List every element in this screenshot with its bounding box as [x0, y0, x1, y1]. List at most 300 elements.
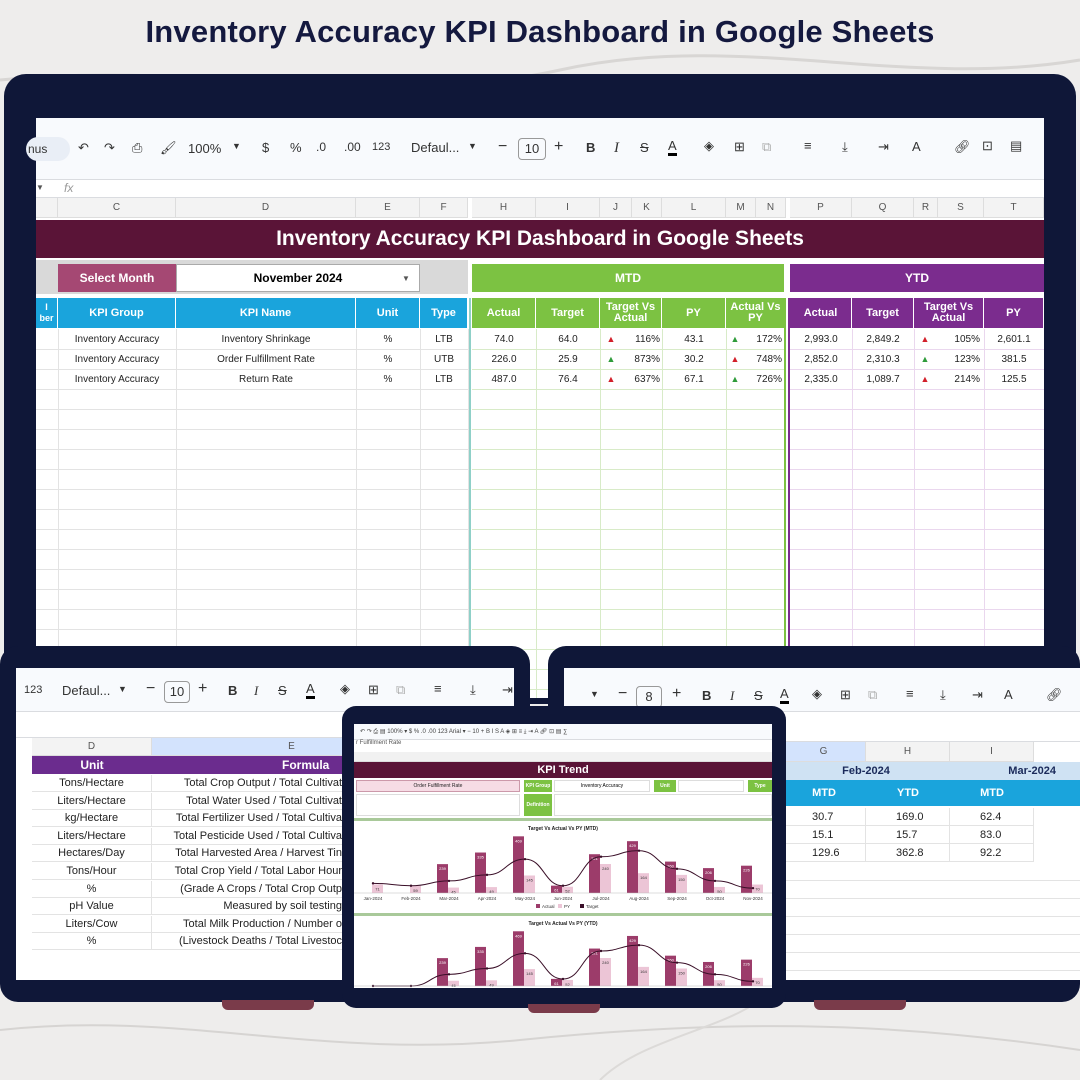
col-header-J[interactable]: J	[600, 198, 632, 218]
row-mtd-target: 76.4	[558, 373, 578, 385]
row-kpi-name: Return Rate	[239, 373, 293, 385]
target-point	[486, 874, 488, 876]
x-tick-label: Feb-2024	[401, 896, 421, 901]
gridline	[790, 609, 1044, 610]
header-stub: I ber	[36, 298, 58, 328]
py-label: 150	[678, 876, 685, 882]
zoom-select[interactable]: 100%	[188, 141, 222, 156]
mtd-banner: MTD	[472, 264, 784, 292]
rt-link-icon[interactable]: 🔗︎	[1046, 687, 1063, 702]
lt-unit-cell: Tons/Hectare	[32, 775, 152, 792]
row-ytd-py: 2,601.1	[997, 333, 1031, 345]
rt-value-cell: 62.4	[950, 808, 1034, 826]
merge-cells-icon[interactable]: ⧉	[762, 139, 772, 154]
header-mtd-target: Target	[536, 298, 600, 328]
gridline	[790, 529, 1044, 530]
row-unit: %	[383, 373, 393, 385]
row-mtd-actual: 74.0	[494, 333, 514, 345]
gridline	[472, 489, 784, 490]
font-chevron-icon[interactable]: ▼	[468, 141, 477, 151]
lt-col-e[interactable]: E	[152, 738, 432, 756]
row-kpi-name: Order Fulfillment Rate	[217, 353, 315, 365]
gridline	[790, 589, 1044, 590]
gridline	[36, 509, 468, 510]
actual-label: 226	[743, 867, 750, 873]
x-tick-label: Jan-2024	[363, 896, 383, 901]
print-icon[interactable]: ⎙	[132, 140, 143, 155]
page-headline: Inventory Accuracy KPI Dashboard in Google Sheets	[145, 14, 935, 49]
rt-borders-icon[interactable]: ⊞	[840, 687, 851, 702]
rt-col-h[interactable]: H	[866, 742, 950, 762]
lt-font-select[interactable]: Defaul...	[62, 683, 111, 698]
formula-bar[interactable]	[36, 180, 1044, 198]
unit-value	[678, 780, 744, 792]
py-label: 59	[413, 887, 418, 893]
ct-toolbar: ↶ ↷ ⎙ ▤ 100% ▾ $ % .0 .00 123 Arial ▾ − 10 + B I S A ◈ ⊞ ≡ ⤓ ⇥ A 🔗︎ ⊡ ▤ ∑	[354, 724, 772, 740]
x-tick-label: Sep-2024	[667, 896, 687, 901]
decrease-decimal-button[interactable]: .0	[316, 140, 327, 154]
gridline	[790, 469, 1044, 470]
py-label: 164	[640, 875, 647, 881]
row-ytd-tva: 105%	[954, 333, 980, 345]
lt-formula-cell: Total Pesticide Used / Total Cultiva	[152, 828, 342, 845]
py-label: 49	[489, 982, 494, 988]
legend-label: PY	[564, 904, 571, 909]
gridline	[472, 389, 784, 390]
py-label: 70	[755, 979, 760, 985]
center-tablet-screen	[354, 724, 772, 988]
currency-button[interactable]: $	[262, 140, 270, 155]
row-ytd-target: 2,849.2	[866, 333, 900, 345]
actual-bar	[627, 841, 638, 893]
arrow-down-icon: ▲	[606, 334, 616, 344]
target-point	[486, 967, 488, 969]
col-header-P[interactable]: P	[790, 198, 852, 218]
py-label: 240	[602, 866, 609, 871]
rt-plus-icon[interactable]: +	[672, 685, 682, 702]
gridline	[790, 569, 1044, 570]
font-select[interactable]: Defaul...	[411, 140, 460, 155]
lt-strike-icon[interactable]: S	[278, 683, 287, 698]
row-kpi-group: Inventory Accuracy	[74, 373, 160, 385]
target-point	[600, 950, 602, 952]
gridline	[790, 409, 1044, 410]
gridline	[36, 389, 468, 390]
target-point	[714, 880, 716, 882]
font-size-decrease-icon[interactable]: −	[498, 138, 508, 155]
rt-wrap-icon[interactable]: ⇥	[972, 687, 983, 702]
valign-icon[interactable]: ⤓	[842, 139, 848, 154]
ytd-trend-chart	[354, 916, 772, 988]
type-label: Type	[748, 780, 772, 792]
lt-merge-icon[interactable]: ⧉	[396, 682, 406, 697]
percent-button[interactable]: %	[290, 140, 302, 155]
gridline	[790, 629, 1044, 630]
header-ytd-py: PY	[984, 298, 1044, 328]
gridline	[36, 349, 468, 350]
rt-gridline	[782, 916, 1080, 917]
header-kpi-group: KPI Group	[58, 298, 176, 328]
py-label: 45	[451, 889, 456, 895]
gridline	[36, 429, 468, 430]
gridline	[790, 349, 1044, 350]
row-kpi-group: Inventory Accuracy	[74, 333, 160, 345]
gridline	[790, 509, 1044, 510]
x-tick-label: Mar-2024	[439, 896, 459, 901]
rt-chevron-icon[interactable]: ▼	[590, 689, 599, 699]
x-tick-label: Aug-2024	[629, 896, 649, 901]
legend-label: Actual	[542, 904, 555, 909]
mtd-border-right	[784, 298, 786, 698]
header-kpi-name: KPI Name	[176, 298, 356, 328]
row-mtd-tva: 116%	[635, 333, 660, 345]
row-mtd-py: 30.2	[684, 353, 704, 365]
rt-fill-icon[interactable]: ◈	[812, 686, 822, 701]
rt-value-cell: 129.6	[782, 844, 866, 862]
target-point	[410, 885, 412, 887]
actual-label: 239	[439, 960, 446, 966]
lt-borders-icon[interactable]: ⊞	[368, 682, 379, 697]
lt-valign-icon[interactable]: ⤓	[470, 682, 476, 697]
gridline-v	[600, 329, 601, 698]
gridline	[472, 369, 784, 370]
rt-valign-icon[interactable]: ⤓	[940, 687, 946, 702]
col-header-F[interactable]: F	[420, 198, 468, 218]
left-tablet-base	[222, 1000, 314, 1010]
target-point	[676, 868, 678, 870]
row-ytd-tva: 214%	[954, 373, 980, 385]
rt-size-input[interactable]: 8	[636, 686, 662, 708]
gridline	[36, 629, 468, 630]
legend-swatch	[558, 904, 562, 908]
col-header-D[interactable]: D	[176, 198, 356, 218]
actual-label: 469	[515, 933, 522, 939]
borders-icon[interactable]: ⊞	[734, 139, 745, 154]
gridline	[472, 569, 784, 570]
lt-formula-cell: (Livestock Deaths / Total Livestoc	[152, 933, 342, 950]
actual-label: 239	[439, 866, 446, 872]
lt-formula-cell: Total Fertilizer Used / Total Cultiva	[152, 810, 342, 827]
arrow-down-icon: ▲	[920, 334, 930, 344]
undo-icon[interactable]: ↶	[78, 140, 89, 155]
lt-number-format[interactable]: 123	[24, 684, 43, 696]
bold-button[interactable]: B	[586, 140, 596, 155]
row-mtd-actual: 487.0	[491, 373, 517, 385]
row-mtd-tva: 637%	[634, 373, 660, 385]
row-mtd-target: 64.0	[558, 333, 578, 345]
rt-gridline	[782, 898, 1080, 899]
lt-unit-cell: kg/Hectare	[32, 810, 152, 827]
text-color-icon[interactable]: A	[668, 139, 677, 156]
gridline-v	[852, 329, 853, 698]
rt-col-g[interactable]: G	[782, 742, 866, 762]
gridline-v	[176, 329, 177, 698]
col-header-Q[interactable]: Q	[852, 198, 914, 218]
gridline	[472, 509, 784, 510]
py-label: 49	[489, 889, 494, 895]
col-header-K[interactable]: K	[632, 198, 662, 218]
kpi-trend-title: KPI Trend	[354, 762, 772, 778]
row-mtd-target: 25.9	[558, 353, 578, 365]
actual-bar	[627, 936, 638, 986]
rt-minus-icon[interactable]: −	[618, 685, 628, 702]
chart-title: Target Vs Actual Vs PY (YTD)	[528, 921, 598, 927]
lt-text-color-icon[interactable]: A	[306, 682, 315, 699]
number-format-button[interactable]: 123	[372, 141, 391, 153]
rt-header-mtd: MTD	[812, 787, 836, 799]
lt-unit-cell: Tons/Hour	[32, 863, 152, 880]
gridline-v	[984, 329, 985, 698]
rt-italic-button[interactable]: I	[730, 688, 735, 703]
rt-value-cell: 15.1	[782, 826, 866, 844]
chart-icon[interactable]: ▤	[1010, 138, 1023, 153]
col-header-T[interactable]: T	[984, 198, 1044, 218]
ct-colhead	[354, 752, 772, 762]
gridline	[36, 369, 468, 370]
font-size-input[interactable]: 10	[518, 138, 546, 160]
row-mtd-py: 43.1	[684, 333, 704, 345]
lt-unit-cell: %	[32, 881, 152, 898]
col-header-corner	[36, 198, 58, 218]
lt-formula-cell: Total Crop Output / Total Cultivat	[152, 775, 342, 792]
row-ytd-actual: 2,852.0	[804, 353, 838, 365]
actual-label: 321	[591, 856, 598, 862]
col-header-S[interactable]: S	[938, 198, 984, 218]
rt-value-cell: 83.0	[950, 826, 1034, 844]
x-tick-label: May-2024	[514, 896, 536, 901]
rt-header-mtd-2: MTD	[980, 787, 1004, 799]
gridline	[790, 489, 1044, 490]
rt-merge-icon[interactable]: ⧉	[868, 687, 878, 702]
center-tablet-base	[528, 1004, 600, 1013]
row-ytd-py: 381.5	[1001, 353, 1027, 365]
font-size-increase-icon[interactable]: +	[554, 138, 564, 155]
lt-fill-icon[interactable]: ◈	[340, 681, 350, 696]
lt-formula-cell: Total Crop Yield / Total Labor Hour	[152, 863, 342, 880]
definition-value	[554, 794, 772, 816]
link-icon[interactable]: 🔗︎	[954, 139, 971, 154]
target-point	[638, 850, 640, 852]
italic-button[interactable]: I	[614, 140, 619, 156]
target-point	[562, 978, 564, 980]
rt-value-cell: 362.8	[866, 844, 950, 862]
x-tick-label: Oct-2024	[705, 896, 725, 901]
col-header-N[interactable]: N	[756, 198, 786, 218]
target-point	[448, 973, 450, 975]
row-ytd-target: 2,310.3	[866, 353, 900, 365]
lt-wrap-icon[interactable]: ⇥	[502, 682, 513, 697]
gridline	[472, 469, 784, 470]
row-mtd-avp: 748%	[756, 353, 782, 365]
header-mtd-avp: Actual Vs PY	[726, 298, 786, 328]
row-type: UTB	[434, 353, 454, 365]
gridline	[472, 349, 784, 350]
header-unit: Unit	[356, 298, 420, 328]
kpi-group-label: KPI Group	[524, 780, 552, 792]
col-header-E[interactable]: E	[356, 198, 420, 218]
wrap-icon[interactable]: ⇥	[878, 139, 889, 154]
rt-value-cell: 169.0	[866, 808, 950, 826]
gridline	[36, 609, 468, 610]
rt-gridline	[782, 970, 1080, 971]
header-ytd-tva: Target Vs Actual	[914, 298, 984, 328]
lt-plus-icon[interactable]: +	[198, 680, 208, 697]
target-point	[714, 973, 716, 975]
legend-label: Target	[586, 904, 599, 909]
strikethrough-icon[interactable]: S	[640, 140, 649, 155]
lt-italic-button[interactable]: I	[254, 683, 259, 698]
actual-label: 321	[591, 950, 598, 956]
row-type: LTB	[435, 333, 453, 345]
menus-search[interactable]: nus	[26, 137, 70, 161]
x-tick-label: Nov-2024	[743, 896, 763, 901]
actual-bar	[513, 836, 524, 893]
py-label: 50	[717, 982, 722, 988]
col-header-H[interactable]: H	[472, 198, 536, 218]
col-header-C[interactable]: C	[58, 198, 176, 218]
target-point	[676, 961, 678, 963]
gridline	[790, 449, 1044, 450]
paint-format-icon[interactable]: 🖌︎	[160, 140, 177, 155]
gridline	[36, 589, 468, 590]
gridline	[790, 429, 1044, 430]
rt-value-cell: 30.7	[782, 808, 866, 826]
py-label: 145	[526, 877, 533, 883]
align-icon[interactable]: ≡	[804, 138, 812, 153]
lt-formula-cell: Total Harvested Area / Harvest Tin	[152, 845, 342, 862]
row-ytd-py: 125.5	[1001, 373, 1027, 385]
lt-formula-cell: Total Milk Production / Number o	[152, 916, 342, 933]
ytd-banner: YTD	[790, 264, 1044, 292]
gridline	[36, 529, 468, 530]
lt-font-chevron-icon[interactable]: ▼	[118, 684, 127, 694]
gridline	[790, 389, 1044, 390]
lt-minus-icon[interactable]: −	[146, 680, 156, 697]
rt-value-cell: 92.2	[950, 844, 1034, 862]
legend-swatch	[536, 904, 540, 908]
x-tick-label: Jun-2024	[553, 896, 573, 901]
rt-month-feb: Feb-2024	[842, 765, 890, 777]
actual-label: 469	[515, 838, 522, 844]
rt-header-ytd: YTD	[897, 787, 919, 799]
ct-tab-name[interactable]: r Fulfillment Rate	[356, 740, 402, 746]
lt-formula-cell: Total Water Used / Total Cultivat	[152, 793, 342, 810]
row-mtd-actual: 226.0	[491, 353, 517, 365]
lt-unit-cell: pH Value	[32, 898, 152, 915]
col-header-R[interactable]: R	[914, 198, 938, 218]
gridline	[36, 569, 468, 570]
py-label: 52	[565, 981, 570, 987]
month-dropdown-chevron-icon[interactable]: ▼	[402, 273, 410, 283]
col-header-I[interactable]: I	[536, 198, 600, 218]
comment-icon[interactable]: ⊡	[982, 138, 993, 153]
gridline	[36, 449, 468, 450]
name-box-chevron-icon[interactable]: ▼	[36, 183, 44, 192]
sheet-grid[interactable]	[36, 198, 1044, 698]
mtd-trend-chart	[354, 821, 772, 913]
row-ytd-actual: 2,335.0	[804, 373, 838, 385]
lt-unit-cell: Liters/Hectare	[32, 828, 152, 845]
mtd-border-left	[469, 298, 471, 698]
actual-label: 206	[705, 963, 712, 969]
unit-label: Unit	[654, 780, 676, 792]
lt-size-input[interactable]: 10	[164, 681, 190, 703]
gridline	[790, 369, 1044, 370]
row-ytd-actual: 2,993.0	[804, 333, 838, 345]
x-tick-label: Jul-2024	[592, 896, 610, 901]
kpi-select[interactable]: Order Fulfillment Rate	[356, 780, 520, 792]
row-ytd-target: 1,089.7	[866, 373, 900, 385]
lt-unit-cell: Liters/Hectare	[32, 793, 152, 810]
actual-label: 429	[629, 843, 636, 849]
gridline	[36, 409, 468, 410]
rt-align-icon[interactable]: ≡	[906, 686, 914, 701]
gridline-v	[662, 329, 663, 698]
lt-bold-button[interactable]: B	[228, 683, 238, 698]
arrow-down-icon: ▲	[730, 354, 740, 364]
col-header-L[interactable]: L	[662, 198, 726, 218]
actual-bar	[513, 931, 524, 986]
actual-label: 61	[554, 887, 559, 893]
gridline	[36, 549, 468, 550]
rt-bold-button[interactable]: B	[702, 688, 712, 703]
target-point	[638, 944, 640, 946]
rotate-icon[interactable]: A	[912, 139, 921, 154]
rt-month-mar: Mar-2024	[1008, 765, 1056, 777]
gridline-v	[914, 329, 915, 698]
header-mtd-py: PY	[662, 298, 726, 328]
target-point	[372, 882, 374, 884]
actual-label: 260	[667, 863, 674, 869]
lt-align-icon[interactable]: ≡	[434, 681, 442, 696]
actual-label: 61	[554, 980, 559, 986]
header-type: Type	[420, 298, 468, 328]
chart-title: Target Vs Actual Vs PY (MTD)	[528, 826, 598, 832]
actual-label: 335	[477, 854, 484, 860]
actual-label: 226	[743, 961, 750, 967]
rt-gridline	[782, 880, 1080, 881]
redo-icon[interactable]: ↷	[104, 140, 115, 155]
zoom-chevron-icon[interactable]: ▼	[232, 141, 241, 151]
row-type: LTB	[435, 373, 453, 385]
arrow-up-icon: ▲	[730, 374, 740, 384]
lt-unit-cell: Hectares/Day	[32, 845, 152, 862]
rt-col-i[interactable]: I	[950, 742, 1034, 762]
lt-formula-header: Formula	[152, 756, 432, 774]
gridline	[472, 629, 784, 630]
target-point	[562, 885, 564, 887]
rt-text-color-icon[interactable]: A	[780, 687, 789, 704]
definition-label: Definition	[524, 794, 552, 816]
month-dropdown[interactable]: November 2024	[176, 264, 420, 292]
actual-label: 206	[705, 870, 712, 876]
gridline-v	[420, 329, 421, 698]
fill-color-icon[interactable]: ◈	[704, 138, 714, 153]
arrow-up-icon: ▲	[920, 354, 930, 364]
target-point	[752, 980, 754, 982]
header-ytd-actual: Actual	[790, 298, 852, 328]
actual-label: 260	[667, 957, 674, 963]
laptop-screen	[28, 118, 1044, 698]
lt-col-d[interactable]: D	[32, 738, 152, 756]
lt-unit-header: Unit	[32, 756, 152, 774]
col-header-M[interactable]: M	[726, 198, 756, 218]
rt-rotate-icon[interactable]: A	[1004, 687, 1013, 702]
increase-decimal-button[interactable]: .00	[344, 140, 361, 154]
toolbar	[28, 118, 1044, 180]
rt-strike-icon[interactable]: S	[754, 688, 763, 703]
target-point	[448, 880, 450, 882]
